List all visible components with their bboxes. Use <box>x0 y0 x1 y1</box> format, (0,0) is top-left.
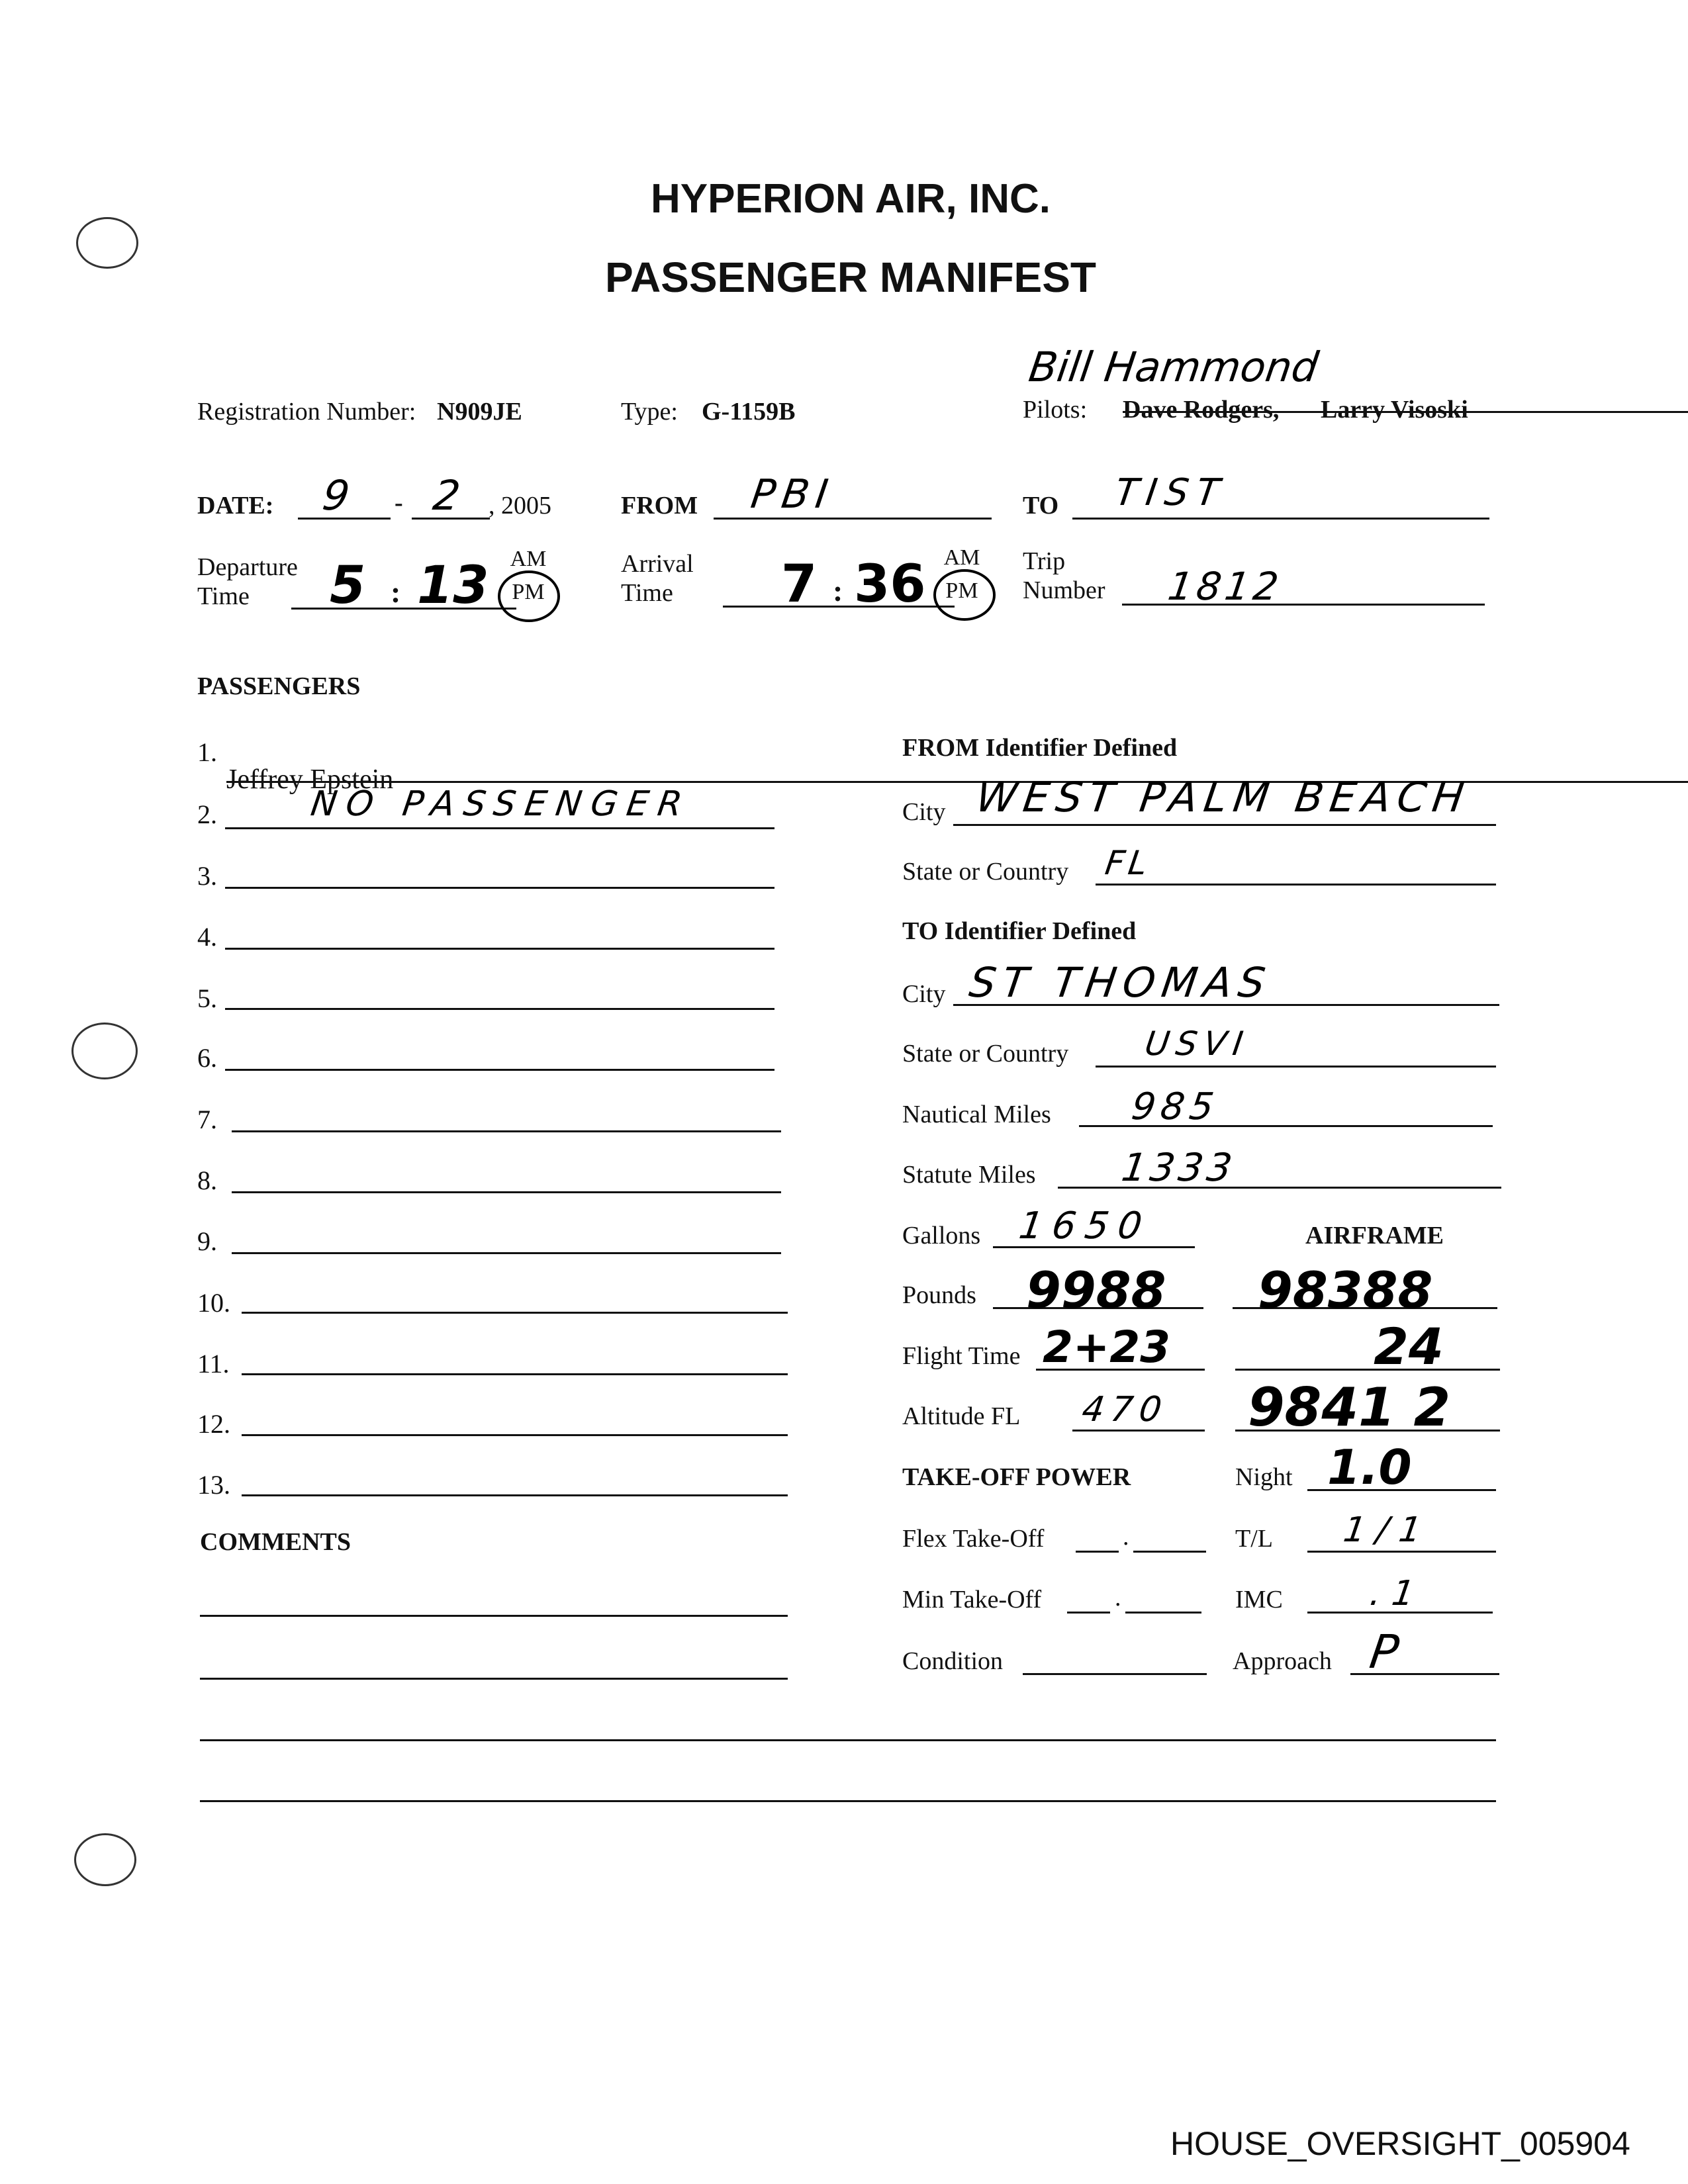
arrival-hour: 7 <box>781 555 818 614</box>
tl-line <box>1307 1551 1496 1553</box>
passenger-1-name: Jeffrey Epstein <box>226 764 1688 796</box>
min-takeoff-line-1[interactable] <box>1067 1612 1110 1614</box>
imc-label: IMC <box>1235 1586 1283 1614</box>
altitude-line <box>1072 1430 1205 1432</box>
pilot-1-struck: Dave Rodgers, <box>1123 395 1688 424</box>
comments-line-1[interactable] <box>200 1615 788 1617</box>
statute-miles-label: Statute Miles <box>902 1161 1036 1189</box>
passenger-10-line[interactable] <box>242 1312 788 1314</box>
airframe-heading: AIRFRAME <box>1305 1222 1444 1250</box>
passenger-12-number: 12. <box>197 1409 230 1439</box>
takeoff-power-heading: TAKE-OFF POWER <box>902 1463 1131 1491</box>
pilot-2: Larry Visoski <box>1321 396 1468 424</box>
passengers-heading: PASSENGERS <box>197 672 361 700</box>
passenger-1-number: 1. <box>197 737 217 767</box>
passenger-8-line[interactable] <box>232 1191 781 1193</box>
from-label: FROM <box>621 492 698 520</box>
passenger-4-number: 4. <box>197 922 217 952</box>
arrival-label-line1: Arrival <box>621 550 694 578</box>
arrival-am: AM <box>943 545 980 570</box>
pilots-label: Pilots: <box>1023 396 1088 424</box>
departure-label-line2: Time <box>197 582 250 610</box>
condition-label: Condition <box>902 1647 1004 1675</box>
passenger-3-line[interactable] <box>225 887 774 889</box>
passenger-6-number: 6. <box>197 1043 217 1073</box>
flight-time-value: 2+23 <box>1043 1322 1171 1373</box>
departure-pm: PM <box>512 580 545 604</box>
arrival-label-line2: Time <box>621 579 673 607</box>
passenger-13-line[interactable] <box>242 1494 788 1496</box>
tl-value: 1 / 1 <box>1340 1510 1424 1550</box>
to-state-value: USVI <box>1142 1024 1252 1063</box>
gallons-label: Gallons <box>902 1222 981 1250</box>
date-year: , 2005 <box>489 492 551 520</box>
departure-pm-circle <box>498 570 560 622</box>
passenger-11-line[interactable] <box>242 1373 788 1375</box>
passenger-10-number: 10. <box>197 1288 230 1318</box>
departure-minutes: 13 <box>417 556 489 615</box>
to-identifier-heading: TO Identifier Defined <box>902 917 1137 945</box>
to-value: TIST <box>1112 471 1231 514</box>
passenger-9-line[interactable] <box>232 1252 781 1254</box>
pounds-label: Pounds <box>902 1281 976 1309</box>
altitude-value: 470 <box>1079 1390 1171 1430</box>
arrival-pm-circle <box>933 569 996 621</box>
bates-number: HOUSE_OVERSIGHT_005904 <box>1170 2125 1630 2162</box>
to-label: TO <box>1023 492 1059 520</box>
passenger-12-line[interactable] <box>242 1434 788 1436</box>
page-title: PASSENGER MANIFEST <box>605 253 1096 301</box>
flex-takeoff-line-2[interactable] <box>1133 1551 1206 1553</box>
from-state-line <box>1096 884 1496 886</box>
comments-heading: COMMENTS <box>200 1528 351 1556</box>
trip-number-value: 1812 <box>1165 564 1286 609</box>
arrival-label <box>621 549 694 608</box>
registration-value: N909JE <box>437 398 522 426</box>
passenger-2-number: 2. <box>197 799 217 829</box>
flight-time-label: Flight Time <box>902 1342 1021 1370</box>
departure-label <box>197 553 298 611</box>
airframe-pounds-value: 98388 <box>1258 1261 1433 1320</box>
from-line <box>714 518 992 520</box>
trip-number-label <box>1023 547 1105 605</box>
flex-takeoff-decimal: . <box>1123 1523 1129 1551</box>
registration-label: Registration Number: <box>197 398 416 426</box>
pounds-value: 9988 <box>1026 1261 1166 1320</box>
comments-line-2[interactable] <box>200 1678 788 1680</box>
approach-value: P <box>1366 1625 1402 1679</box>
altitude-label: Altitude FL <box>902 1402 1021 1430</box>
night-value: 1.0 <box>1327 1439 1412 1495</box>
punch-hole-middle <box>71 1023 138 1079</box>
date-label: DATE: <box>197 492 274 520</box>
departure-colon: : <box>391 575 401 609</box>
from-state-label: State or Country <box>902 858 1069 886</box>
min-takeoff-decimal: . <box>1115 1584 1121 1612</box>
from-state-value: FL <box>1102 844 1154 882</box>
arrival-colon: : <box>833 574 843 608</box>
date-day: 2 <box>430 471 463 520</box>
passenger-5-line[interactable] <box>225 1008 774 1010</box>
passenger-8-number: 8. <box>197 1165 217 1195</box>
passenger-11-number: 11. <box>197 1349 230 1379</box>
passenger-2-handwritten: NO PASSENGER <box>308 784 694 824</box>
from-value: PBI <box>748 471 837 518</box>
comments-line-3[interactable] <box>200 1739 1496 1741</box>
statute-miles-value: 1333 <box>1119 1145 1239 1190</box>
departure-label-line1: Departure <box>197 553 298 581</box>
arrival-pm: PM <box>945 578 978 603</box>
tl-label: T/L <box>1235 1525 1273 1553</box>
min-takeoff-label: Min Take-Off <box>902 1586 1042 1614</box>
passenger-13-number: 13. <box>197 1470 230 1500</box>
type-value: G-1159B <box>702 398 796 426</box>
passenger-2-line <box>225 827 774 829</box>
pilot-handwritten-name: Bill Hammond <box>1025 343 1322 391</box>
nautical-miles-label: Nautical Miles <box>902 1101 1051 1128</box>
to-state-line <box>1096 1066 1496 1068</box>
from-city-value: WEST PALM BEACH <box>972 773 1474 821</box>
approach-label: Approach <box>1233 1647 1332 1675</box>
condition-line[interactable] <box>1023 1673 1207 1675</box>
min-takeoff-line-2[interactable] <box>1125 1612 1201 1614</box>
from-city-line <box>953 824 1496 826</box>
from-identifier-heading: FROM Identifier Defined <box>902 734 1178 762</box>
airframe-flight-time-line <box>1235 1369 1500 1371</box>
passenger-9-number: 9. <box>197 1226 217 1256</box>
type-label: Type: <box>621 398 678 426</box>
airframe-flight-time-value: 24 <box>1374 1317 1444 1376</box>
from-city-label: City <box>902 798 946 826</box>
passenger-3-number: 3. <box>197 861 217 891</box>
imc-value: . 1 <box>1367 1574 1417 1614</box>
to-city-label: City <box>902 980 946 1008</box>
departure-hour: 5 <box>330 556 366 615</box>
passenger-7-line[interactable] <box>232 1130 781 1132</box>
date-separator: - <box>395 489 403 517</box>
passenger-5-number: 5. <box>197 983 217 1013</box>
comments-line-4[interactable] <box>200 1800 1496 1802</box>
night-label: Night <box>1235 1463 1293 1491</box>
trip-label-line2: Number <box>1023 576 1105 604</box>
date-month: 9 <box>319 471 353 520</box>
passenger-4-line[interactable] <box>225 948 774 950</box>
arrival-minutes: 36 <box>854 555 926 614</box>
nautical-miles-value: 985 <box>1129 1085 1222 1128</box>
to-state-label: State or Country <box>902 1040 1069 1068</box>
to-city-value: ST THOMAS <box>966 958 1275 1007</box>
punch-hole-bottom <box>74 1833 136 1886</box>
gallons-value: 1650 <box>1016 1205 1154 1248</box>
passenger-6-line[interactable] <box>225 1069 774 1071</box>
trip-label-line1: Trip <box>1023 547 1066 575</box>
to-line <box>1072 518 1489 520</box>
flex-takeoff-line-1[interactable] <box>1076 1551 1119 1553</box>
company-name: HYPERION AIR, INC. <box>651 176 1051 222</box>
airframe-altitude-value: 9841 2 <box>1248 1377 1451 1438</box>
departure-am: AM <box>510 547 547 571</box>
passenger-7-number: 7. <box>197 1105 217 1134</box>
flex-takeoff-label: Flex Take-Off <box>902 1525 1045 1553</box>
